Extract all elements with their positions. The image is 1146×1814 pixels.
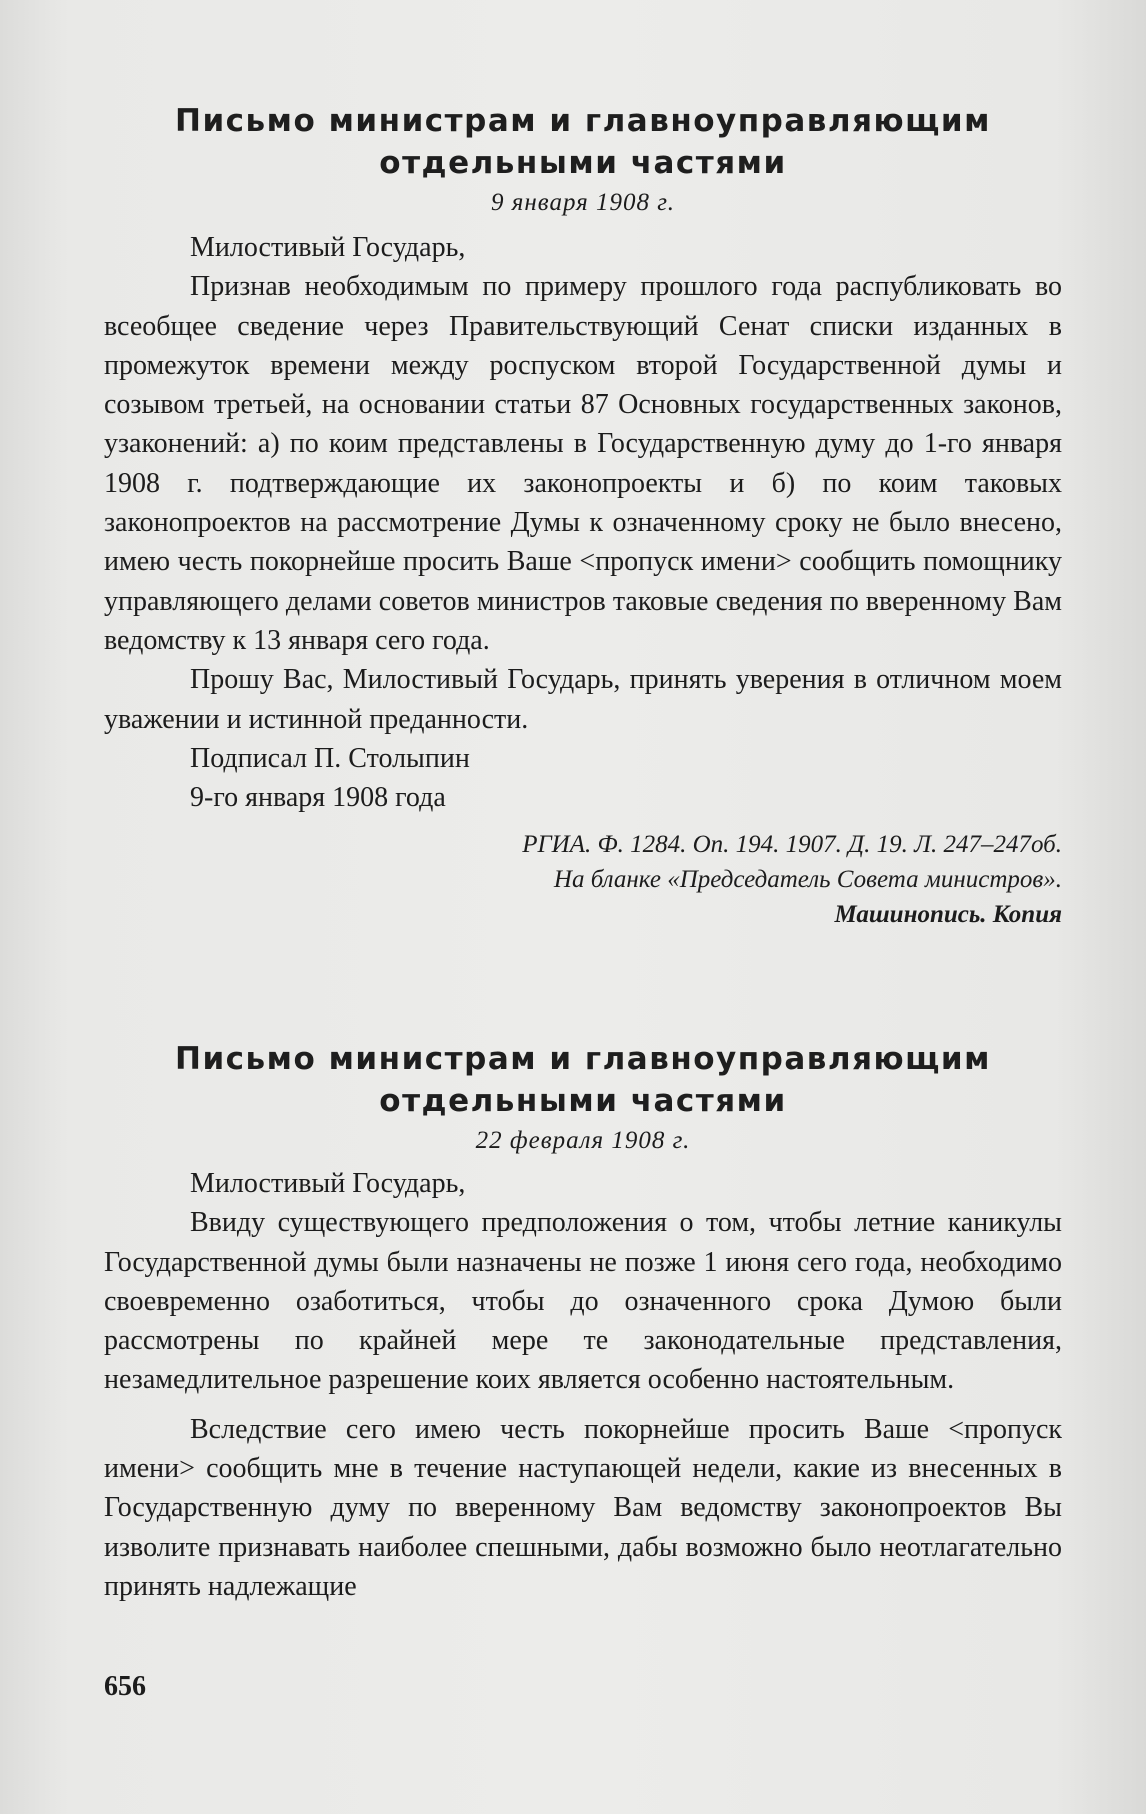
- letter-1-signature: Подписал П. Столыпин: [190, 742, 470, 774]
- letter-1-paragraph-2: Прошу Вас, Милостивый Государь, принять уверения в отличном моем уважении и истинной преданности.: [104, 664, 1062, 735]
- letter-1-signature-date: 9-го января 1908 года: [190, 782, 446, 814]
- letter-2-paragraph-2: Вследствие сего имею честь покорнейше просить Ваше <пропуск имени> сообщить мне в течение наступающей недели, какие из внесенных в Государственную думу по вверенному Вам ведомству законопроектов Вы изволите признавать наиболее спешными, дабы возможно было неотлагательно принять надлежащие: [104, 1413, 1062, 1602]
- letter-1-title: [104, 100, 1062, 184]
- archive-blank-note: На бланке «Председатель Совета министров».: [553, 866, 1062, 894]
- letter-2-title-line-1: Письмо министрам и главноуправляющим: [175, 1041, 991, 1077]
- letter-2-body: [104, 1164, 1062, 1606]
- letter-1-title-line-1: Письмо министрам и главноуправляющим: [175, 103, 991, 139]
- letter-1-body: [104, 228, 1062, 817]
- letter-1: [104, 100, 1062, 932]
- letter-1-archive-note: [104, 827, 1062, 932]
- letter-1-date: 9 января 1908 г.: [491, 189, 675, 216]
- letter-2: [104, 1038, 1062, 1606]
- letter-1-paragraph-1: Признав необходимым по примеру прошлого года распубликовать во всеобщее сведение через Правительствующий Сенат списки изданных в промежуток времени между роспуском второй Государственной думы и созывом третьей, на основании статьи 87 Основных государственных законов, узаконений: а) по коим представлены в Государственную думу до 1-го января 1908 г. подтверждающие их законопроекты и б) по коим таковых законопроектов на рассмотрение Думы к означенному сроку не было внесено, имею честь покорнейше просить Ваше <пропуск имени> сообщить помощнику управляющего делами советов министров таковые сведения по вверенному Вам ведомству к 13 января сего года.: [104, 271, 1062, 656]
- letter-2-date: 22 февраля 1908 г.: [475, 1127, 691, 1154]
- archive-reference: РГИА. Ф. 1284. Оп. 194. 1907. Д. 19. Л. 247–247об.: [522, 831, 1062, 859]
- letter-2-paragraph-1: Ввиду существующего предположения о том, чтобы летние каникулы Государственной думы были назначены не позже 1 июня сего года, необходимо своевременно озаботиться, чтобы до означенного срока Думою были рассмотрены по крайней мере те законодательные представления, незамедлительное разрешение коих является особенно настоятельным.: [104, 1207, 1062, 1396]
- letter-1-salutation: Милостивый Государь,: [190, 232, 466, 263]
- letter-1-title-line-2: отдельными частями: [379, 145, 787, 181]
- archive-type-note: Машинопись. Копия: [834, 901, 1062, 929]
- letter-2-title: [104, 1038, 1062, 1122]
- letter-2-salutation: Милостивый Государь,: [190, 1168, 466, 1199]
- page-number: 656: [104, 1671, 146, 1702]
- letter-2-title-line-2: отдельными частями: [379, 1083, 787, 1119]
